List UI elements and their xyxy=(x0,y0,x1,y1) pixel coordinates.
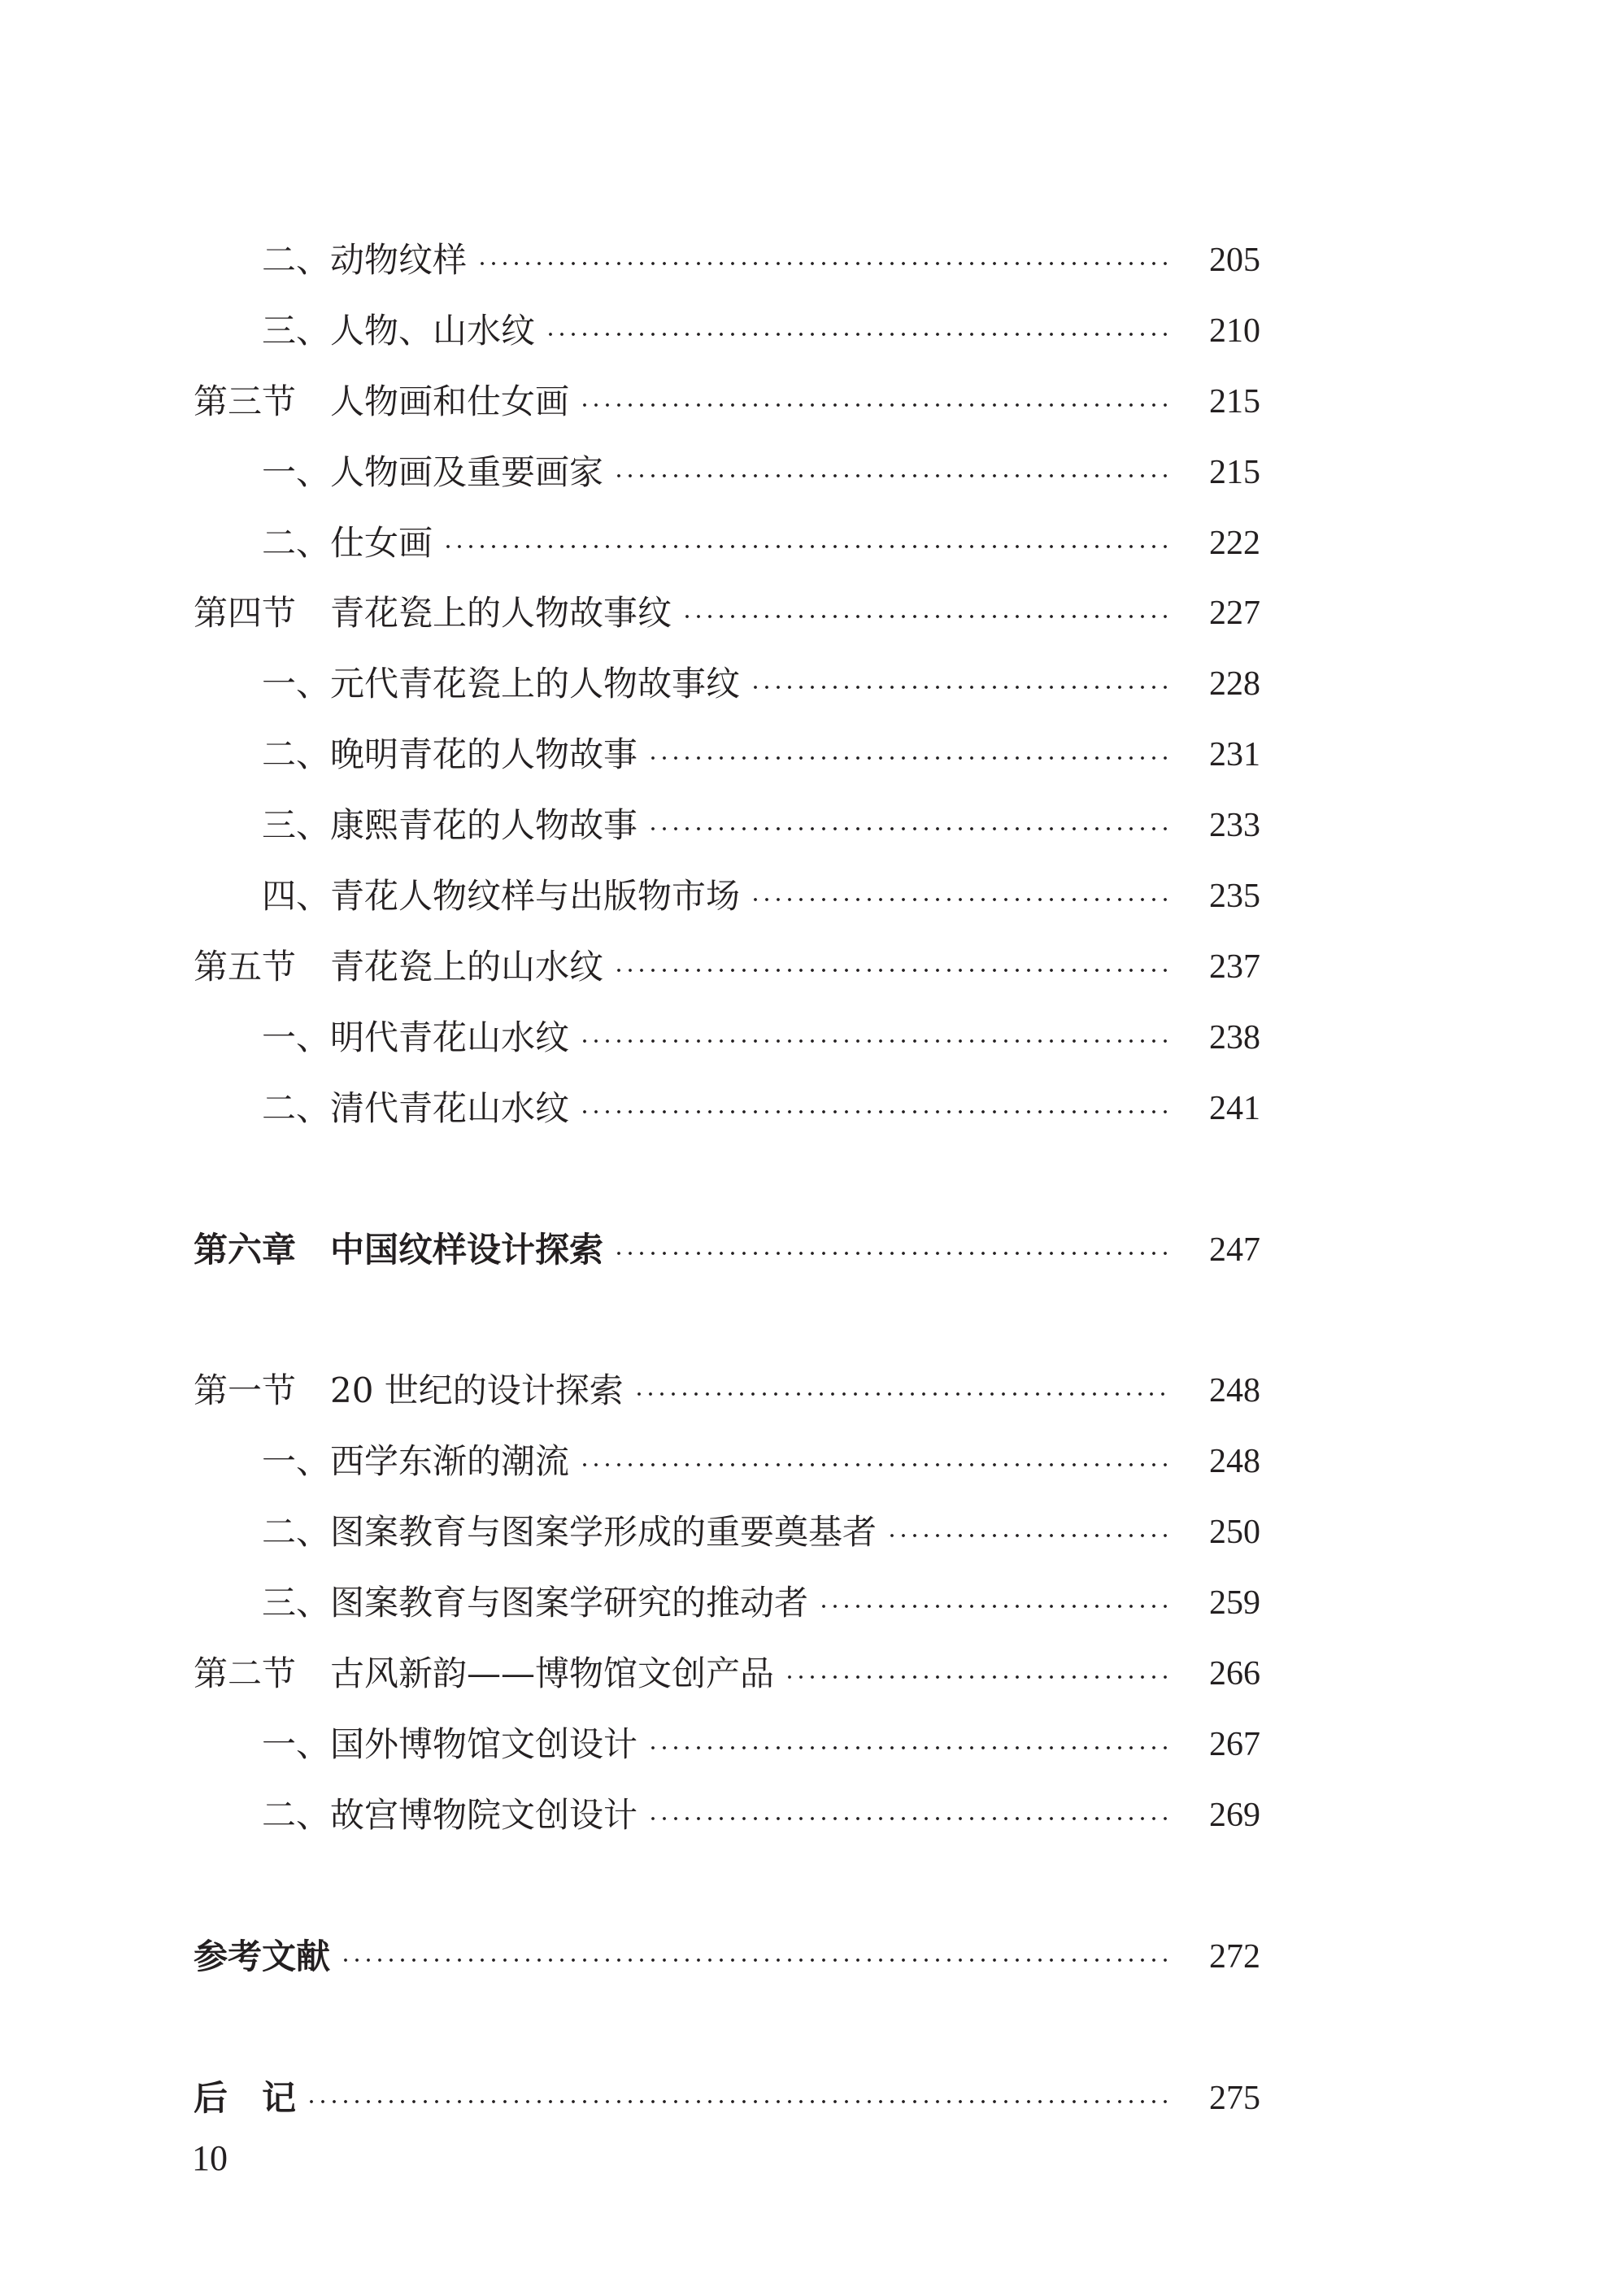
toc-entry xyxy=(262,1005,1260,1070)
toc-entry xyxy=(262,1571,1260,1636)
toc-entry xyxy=(262,1783,1260,1848)
toc-leader-dots xyxy=(545,333,1169,336)
toc-entry-title: 参考文献 xyxy=(194,1937,331,1976)
toc-entry xyxy=(194,935,1260,1000)
toc-leader-dots xyxy=(340,1958,1169,1962)
toc-entry-page: 210 xyxy=(1209,312,1260,350)
toc-entry xyxy=(194,369,1260,434)
toc-leader-dots xyxy=(818,1605,1169,1608)
toc-entry-page: 275 xyxy=(1209,2080,1260,2117)
toc-entry-title: 第六章 中国纹样设计探索 xyxy=(194,1230,604,1270)
toc-entry-title: 一、西学东渐的潮流 xyxy=(262,1441,570,1481)
toc-entry xyxy=(262,651,1260,717)
toc-entry-page: 235 xyxy=(1209,878,1260,915)
page-number: 10 xyxy=(192,2138,228,2178)
toc-entry-title: 一、明代青花山水纹 xyxy=(262,1017,570,1057)
toc-entry xyxy=(262,298,1260,364)
toc-leader-dots xyxy=(647,1746,1169,1749)
toc-entry-title: 三、康熙青花的人物故事 xyxy=(262,805,638,845)
toc-leader-dots xyxy=(476,262,1169,265)
toc-entry xyxy=(262,511,1260,576)
toc-leader-dots xyxy=(750,898,1169,901)
toc-leader-dots xyxy=(613,474,1169,477)
toc-leader-dots xyxy=(633,1392,1169,1396)
toc-entry-page: 241 xyxy=(1209,1090,1260,1127)
toc-entry xyxy=(262,1076,1260,1141)
toc-entry-title: 二、清代青花山水纹 xyxy=(262,1088,570,1128)
toc-entry xyxy=(262,864,1260,929)
toc-entry-page: 247 xyxy=(1209,1231,1260,1269)
toc-entry-title: 二、图案教育与图案学形成的重要奠基者 xyxy=(262,1512,877,1552)
toc-entry-title: 第四节 青花瓷上的人物故事纹 xyxy=(194,593,672,633)
toc-entry-title: 一、元代青花瓷上的人物故事纹 xyxy=(262,664,741,704)
toc-entry-page: 205 xyxy=(1209,242,1260,279)
toc-leader-dots xyxy=(647,1817,1169,1820)
toc-leader-dots xyxy=(442,545,1169,548)
toc-entry-page: 215 xyxy=(1209,383,1260,420)
toc-entry-title: 第一节 20 世纪的设计探索 xyxy=(194,1370,624,1410)
toc-entry xyxy=(262,228,1260,293)
toc-entry-title: 第三节 人物画和仕女画 xyxy=(194,381,570,421)
toc-entry-page: 227 xyxy=(1209,595,1260,632)
toc-entry xyxy=(262,1712,1260,1777)
toc-entry xyxy=(194,1358,1260,1423)
toc-entry-title: 一、人物画及重要画家 xyxy=(262,452,604,492)
toc-entry-page: 272 xyxy=(1209,1938,1260,1976)
toc-entry xyxy=(262,1500,1260,1565)
toc-leader-dots xyxy=(579,403,1169,407)
toc-entry-page: 222 xyxy=(1209,525,1260,562)
toc-leader-dots xyxy=(886,1534,1169,1537)
toc-entry-title: 一、国外博物馆文创设计 xyxy=(262,1724,638,1764)
toc-entry-title: 三、图案教育与图案学研究的推动者 xyxy=(262,1583,809,1623)
toc-leader-dots xyxy=(579,1463,1169,1466)
toc-entry xyxy=(262,722,1260,787)
toc-leader-dots xyxy=(579,1110,1169,1113)
toc-entry-page: 267 xyxy=(1209,1726,1260,1763)
toc-entry-page: 250 xyxy=(1209,1514,1260,1551)
toc-entry xyxy=(194,2066,1260,2131)
toc-entry-page: 231 xyxy=(1209,736,1260,773)
toc-entry-page: 233 xyxy=(1209,807,1260,844)
toc-entry xyxy=(194,1924,1260,1989)
toc-entry xyxy=(262,1429,1260,1494)
toc-entry-title: 后 记 xyxy=(194,2078,297,2118)
toc-entry-title: 二、动物纹样 xyxy=(262,240,468,280)
toc-entry-page: 248 xyxy=(1209,1443,1260,1480)
toc-entry-title: 第二节 古风新韵——博物馆文创产品 xyxy=(194,1653,775,1693)
toc-leader-dots xyxy=(784,1675,1169,1679)
toc-entry-title: 二、晚明青花的人物故事 xyxy=(262,734,638,774)
toc-entry-title: 二、故宫博物院文创设计 xyxy=(262,1795,638,1835)
toc-entry xyxy=(262,440,1260,505)
toc-leader-dots xyxy=(647,827,1169,830)
toc-leader-dots xyxy=(750,686,1169,689)
toc-entry xyxy=(194,1218,1260,1283)
toc-leader-dots xyxy=(647,756,1169,760)
toc-entry-page: 238 xyxy=(1209,1019,1260,1057)
toc-entry-page: 259 xyxy=(1209,1584,1260,1622)
toc-entry-page: 248 xyxy=(1209,1372,1260,1409)
toc-entry-title: 四、青花人物纹样与出版物市场 xyxy=(262,876,741,916)
toc-entry-page: 215 xyxy=(1209,454,1260,491)
toc-leader-dots xyxy=(613,969,1169,972)
toc-leader-dots xyxy=(613,1252,1169,1255)
toc-entry-title: 三、人物、山水纹 xyxy=(262,311,536,351)
toc-entry-title: 二、仕女画 xyxy=(262,523,433,563)
toc-entry-title: 第五节 青花瓷上的山水纹 xyxy=(194,947,604,987)
toc-entry-page: 237 xyxy=(1209,948,1260,986)
toc-entry-page: 228 xyxy=(1209,665,1260,703)
toc-entry-page: 266 xyxy=(1209,1655,1260,1693)
toc-leader-dots xyxy=(579,1039,1169,1043)
toc-entry xyxy=(194,1641,1260,1706)
toc-entry-page: 269 xyxy=(1209,1797,1260,1834)
toc-leader-dots xyxy=(306,2100,1169,2103)
toc-entry xyxy=(194,581,1260,646)
toc-entry xyxy=(262,793,1260,858)
toc-leader-dots xyxy=(681,615,1169,618)
